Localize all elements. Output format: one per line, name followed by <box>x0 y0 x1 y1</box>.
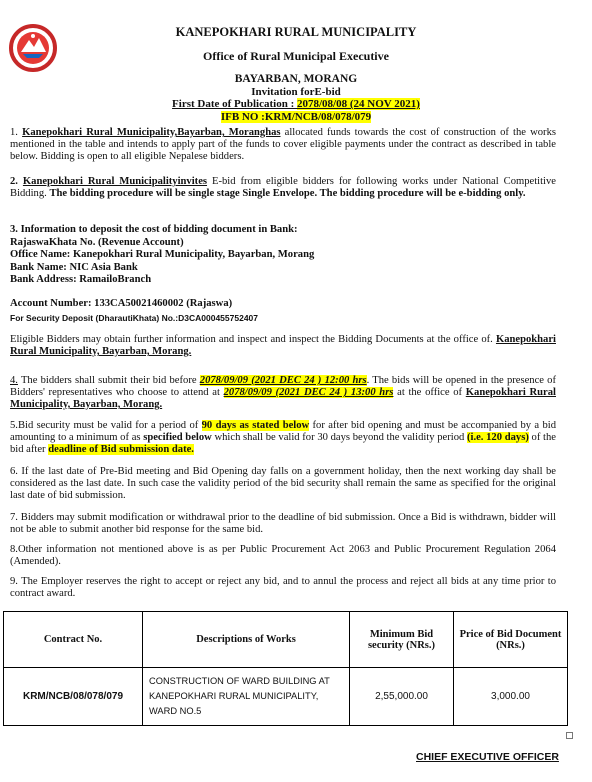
price-cell: 3,000.00 <box>454 668 568 726</box>
municipality-name: KANEPOKHARI RURAL MUNICIPALITY <box>175 25 417 39</box>
paragraph-9: 9. The Employer reserves the right to accept or reject any bid, and to annul the process and reject all bids at any time prior to contract award. <box>10 576 556 599</box>
table-row <box>4 668 568 726</box>
description-cell: CONSTRUCTION OF WARD BUILDING AT KANEPOKHARI RURAL MUNICIPALITY, WARD NO.5 <box>143 668 350 726</box>
paragraph-8: 8.Other information not mentioned above is as per Public Procurement Act 2063 and Public Procurement Regulation 2064 (Amended). <box>10 544 556 567</box>
ifb-number: IFB NO :KRM/NCB/08/078/079 <box>220 111 372 123</box>
account-number: Account Number: 133CA50021460002 (Rajaswa) <box>10 298 233 309</box>
paragraph-7: 7. Bidders may submit modification or withdrawal prior to the deadline of bid submission. Once a Bid is withdrawn, bidder will not be able to submit another bid response for the same bid. <box>10 512 556 535</box>
header-descriptions: Descriptions of Works <box>143 612 350 668</box>
header-contract-no: Contract No. <box>4 612 143 668</box>
header-price-bid-doc: Price of Bid Document (NRs.) <box>454 612 568 668</box>
paragraph-2: 2. Kanepokhari Rural Municipalityinvites E-bid from eligible bidders for following works under National Competitive Bidding. The bidding procedure will be single stage Single Envelope. The bidding procedure will be e-bidding only. <box>10 176 556 199</box>
security-deposit-account: For Security Deposit (DharautiKhata) No.:D3CA000455752407 <box>10 313 258 323</box>
table-resize-handle[interactable] <box>566 732 573 739</box>
paragraph-4: 4. The bidders shall submit their bid before 2078/09/09 (2021 DEC 24 ) 12:00 hrs. The bids will be opened in the presence of Bidders' representatives who choose to attend at 2078/09/09 (2021 DEC 24 ) 13:00 hrs at the office of Kanepokhari Rural Municipality, Bayarban, Morang. <box>10 375 557 410</box>
office-name: Office of Rural Municipal Executive <box>203 49 389 63</box>
works-table <box>3 611 568 726</box>
bank-name: Bank Name: NIC Asia Bank <box>10 262 138 273</box>
invitation-title: Invitation forE-bid <box>251 86 341 98</box>
publication-date: First Date of Publication : 2078/08/08 (24 NOV 2021) <box>172 98 420 110</box>
header-min-bid-security: Minimum Bid security (NRs.) <box>350 612 454 668</box>
office-location: BAYARBAN, MORANG <box>234 73 358 85</box>
paragraph-5: 5.Bid security must be valid for a period of 90 days as stated below for after bid opening and must be accompanied by a bid amounting to a minimum of as specified below which shall be valid for 30 days beyond the validity period (i.e. 120 days) of the bid after deadline of Bid submission date. <box>10 420 557 455</box>
eligible-bidders-paragraph: Eligible Bidders may obtain further information and inspect and inspect the Bidding Documents at the office of. Kanepokhari Rural Municipality, Bayarban, Morang. <box>10 334 556 357</box>
min-bid-cell: 2,55,000.00 <box>350 668 454 726</box>
contract-no-cell: KRM/NCB/08/078/079 <box>4 668 143 726</box>
paragraph-1: 1. Kanepokhari Rural Municipality,Bayarban, Moranghas allocated funds towards the cost of construction of the works mentioned in the table and intends to apply part of the funds to cover eligible payments under the contract as described in table below. Bidding is open to all eligible Nepalese bidders. <box>10 127 556 162</box>
table-header-row <box>4 612 568 668</box>
bank-info-heading: 3. Information to deposit the cost of bidding document in Bank: <box>10 224 298 235</box>
signature-title: CHIEF EXECUTIVE OFFICER <box>416 751 559 763</box>
bank-address: Bank Address: RamailoBranch <box>10 274 152 285</box>
revenue-account: RajaswaKhata No. (Revenue Account) <box>10 237 184 248</box>
paragraph-6: 6. If the last date of Pre-Bid meeting and Bid Opening day falls on a government holiday, then the next working day shall be considered as the last date. In such case the validity period of the bid security shall remain the same as specified for the original last date of bid submission. <box>10 466 556 501</box>
office-name-line: Office Name: Kanepokhari Rural Municipality, Bayarban, Morang <box>10 249 315 260</box>
